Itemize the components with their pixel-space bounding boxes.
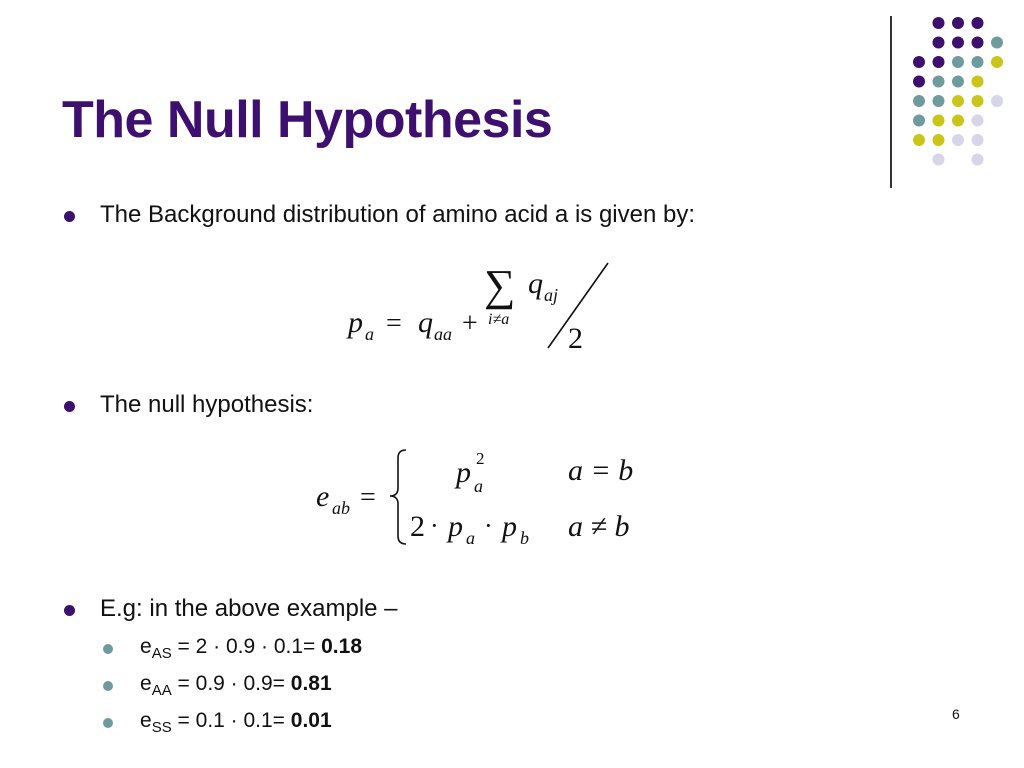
- decorative-dot: [933, 115, 945, 127]
- example-var: e: [140, 635, 152, 658]
- sub-bullet-icon: [103, 681, 113, 691]
- example-sub: AS: [151, 645, 172, 662]
- formula1-sum-q-sub: aj: [544, 285, 559, 305]
- decorative-dot: [933, 134, 945, 146]
- bullet-icon: [64, 605, 75, 616]
- decorative-dot: [972, 17, 984, 29]
- decorative-dot: [952, 56, 964, 68]
- example-result: 0.01: [290, 709, 332, 732]
- formula2-case1-sup: 2: [476, 449, 485, 468]
- decorative-dot: [952, 115, 964, 127]
- decorative-dot: [913, 95, 925, 107]
- sub-bullet-icon: [103, 718, 113, 728]
- formula2-case2-dot2: ·: [484, 511, 493, 540]
- example-eAA: [140, 672, 332, 699]
- example-expression: = 2 · 0.9 · 0.1=: [171, 635, 322, 658]
- example-var: e: [140, 672, 152, 695]
- decorative-dot: [952, 17, 964, 29]
- decorative-dot: [991, 56, 1003, 68]
- formula1-sum-index: i≠a: [488, 311, 510, 328]
- bullet-icon: [64, 401, 75, 412]
- bullet-text-example: E.g: in the above example –: [100, 595, 398, 622]
- decorative-dot: [913, 76, 925, 88]
- formula2-case1-condition: a = b: [568, 454, 634, 487]
- formula1-p-sub: a: [365, 324, 374, 344]
- formula2-case2-two: 2: [410, 510, 425, 543]
- formula2-case1-p: p: [456, 456, 471, 489]
- example-expression: = 0.9 · 0.9=: [171, 672, 291, 695]
- sub-bullet-icon: [103, 644, 113, 654]
- example-var: e: [140, 709, 152, 732]
- formula1-equals: =: [386, 308, 402, 339]
- bullet-text-null-hypothesis: The null hypothesis:: [100, 391, 314, 418]
- slide-title: The Null Hypothesis: [62, 91, 553, 149]
- decorative-dot: [913, 134, 925, 146]
- formula2-case2-pa: p: [448, 510, 463, 543]
- decorative-dot: [972, 134, 984, 146]
- example-result: 0.81: [290, 672, 332, 695]
- formula1-plus: +: [462, 308, 478, 339]
- formula1-q-sub: aa: [434, 324, 452, 344]
- decorative-dot: [972, 95, 984, 107]
- formula2-case2-pb-sub: b: [520, 528, 529, 548]
- page-number: 6: [952, 706, 960, 722]
- decorative-dot: [972, 76, 984, 88]
- decorative-vertical-line: [890, 16, 892, 188]
- example-eAS: [140, 635, 362, 662]
- background-distribution-formula: [340, 255, 630, 355]
- example-expression: = 0.1 · 0.1=: [171, 709, 291, 732]
- decorative-dot: [933, 37, 945, 49]
- formula2-case2-pb: p: [502, 510, 517, 543]
- formula2-brace: [390, 450, 406, 544]
- decorative-dot: [913, 56, 925, 68]
- decorative-dot: [933, 76, 945, 88]
- bullet-icon: [64, 211, 75, 222]
- decorative-dot: [952, 95, 964, 107]
- formula1-q: q: [418, 306, 433, 339]
- decorative-dot: [933, 95, 945, 107]
- decorative-dot: [952, 37, 964, 49]
- decorative-dot: [972, 115, 984, 127]
- null-hypothesis-formula: [310, 440, 660, 560]
- formula2-case2-dot1: ·: [430, 511, 439, 540]
- decorative-dot: [972, 37, 984, 49]
- example-result: 0.18: [321, 635, 362, 658]
- decorative-dot: [972, 56, 984, 68]
- decorative-dot: [991, 95, 1003, 107]
- decorative-dot: [952, 134, 964, 146]
- bullet-text-background: The Background distribution of amino acid a is given by:: [100, 201, 695, 228]
- formula2-case2-condition: a ≠ b: [568, 510, 630, 543]
- example-sub: AA: [151, 682, 172, 699]
- formula1-sum-symbol: ∑: [484, 261, 516, 310]
- formula2-e-sub: ab: [332, 498, 350, 518]
- decorative-dot: [933, 56, 945, 68]
- decorative-dot: [933, 154, 945, 166]
- decorative-dot: [991, 37, 1003, 49]
- formula2-case1-sub: a: [474, 476, 483, 496]
- formula1-p: p: [348, 306, 363, 339]
- example-sub: SS: [151, 719, 172, 736]
- formula1-sum-q: q: [528, 267, 543, 300]
- formula2-e: e: [316, 480, 330, 513]
- example-eSS: [140, 709, 332, 736]
- formula2-equals: =: [360, 482, 376, 513]
- formula1-divisor: 2: [568, 322, 583, 355]
- formula2-case2-pa-sub: a: [466, 528, 475, 548]
- decorative-dot: [913, 115, 925, 127]
- decorative-dot: [952, 76, 964, 88]
- decorative-dot: [933, 17, 945, 29]
- decorative-dot: [972, 154, 984, 166]
